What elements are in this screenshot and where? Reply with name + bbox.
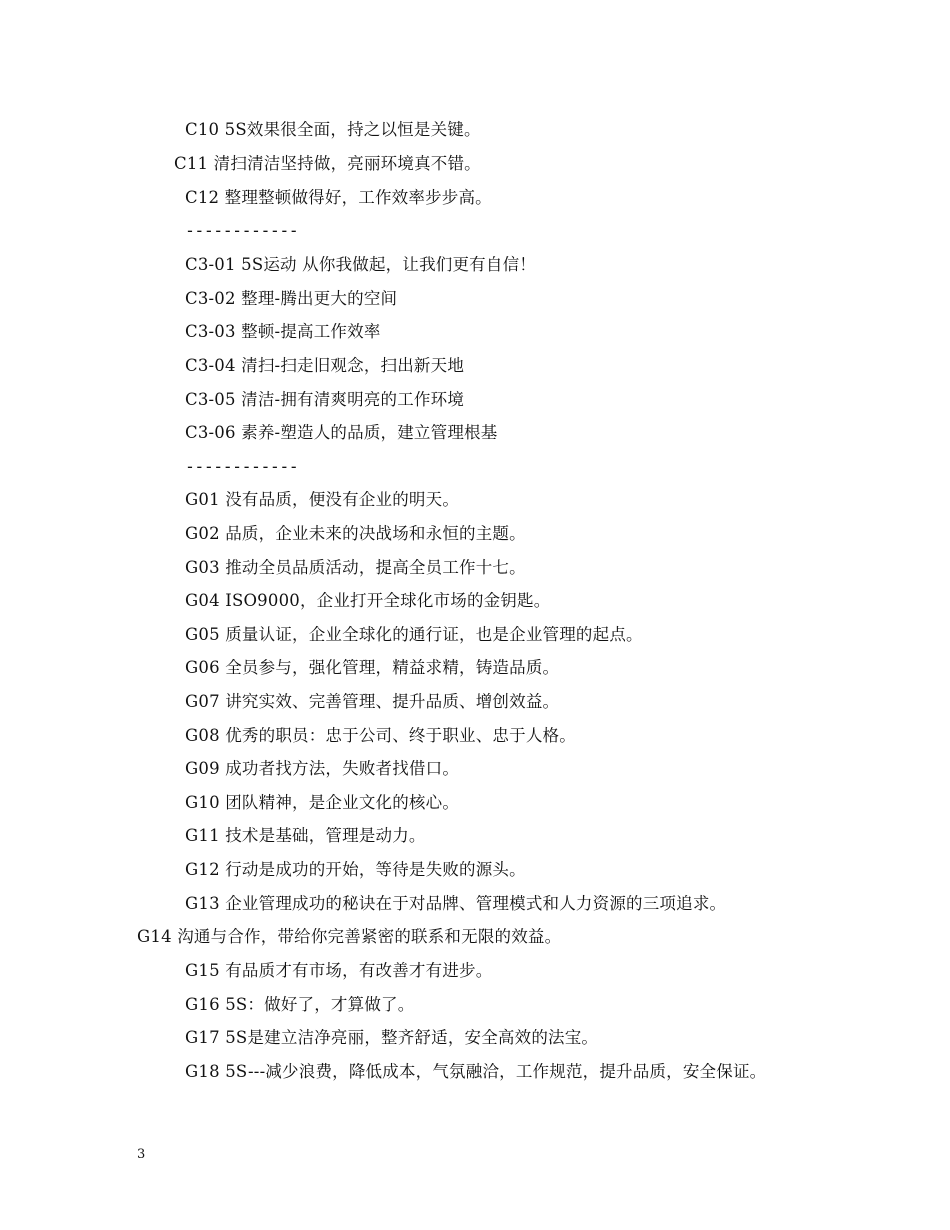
text-line-g13: G13 企业管理成功的秘诀在于对品牌、管理模式和人力资源的三项追求。 bbox=[185, 894, 727, 913]
text-line-c10: C10 5S效果很全面，持之以恒是关键。 bbox=[185, 120, 481, 139]
text-line-g14: G14 沟通与合作，带给你完善紧密的联系和无限的效益。 bbox=[137, 927, 562, 946]
separator-line: ------------ bbox=[185, 457, 299, 476]
text-line-g11: G11 技术是基础，管理是动力。 bbox=[185, 826, 426, 845]
text-line-g16: G16 5S：做好了，才算做了。 bbox=[185, 995, 415, 1014]
text-line-g18: G18 5S---减少浪费，降低成本，气氛融洽，工作规范，提升品质，安全保证。 bbox=[185, 1062, 767, 1081]
text-line-g02: G02 品质，企业未来的决战场和永恒的主题。 bbox=[185, 524, 526, 543]
text-line-c12: C12 整理整顿做得好，工作效率步步高。 bbox=[185, 188, 492, 207]
text-line-g09: G09 成功者找方法，失败者找借口。 bbox=[185, 759, 460, 778]
text-line-c3-06: C3-06 素养-塑造人的品质，建立管理根基 bbox=[185, 423, 498, 442]
text-line-c11: C11 清扫清洁坚持做，亮丽环境真不错。 bbox=[174, 154, 481, 173]
text-line-g15: G15 有品质才有市场，有改善才有进步。 bbox=[185, 961, 493, 980]
text-line-c3-03: C3-03 整顿-提高工作效率 bbox=[185, 322, 381, 341]
text-line-g07: G07 讲究实效、完善管理、提升品质、增创效益。 bbox=[185, 692, 560, 711]
text-line-g05: G05 质量认证，企业全球化的通行证，也是企业管理的起点。 bbox=[185, 625, 643, 644]
text-line-g08: G08 优秀的职员：忠于公司、终于职业、忠于人格。 bbox=[185, 726, 576, 745]
text-line-g04: G04 ISO9000，企业打开全球化市场的金钥匙。 bbox=[185, 591, 551, 610]
text-line-c3-01: C3-01 5S运动 从你我做起，让我们更有自信！ bbox=[185, 255, 536, 274]
text-line-g06: G06 全员参与，强化管理，精益求精，铸造品质。 bbox=[185, 658, 560, 677]
text-line-g17: G17 5S是建立洁净亮丽，整齐舒适，安全高效的法宝。 bbox=[185, 1028, 599, 1047]
text-line-g10: G10 团队精神，是企业文化的核心。 bbox=[185, 793, 460, 812]
page-number: 3 bbox=[137, 1147, 146, 1162]
text-line-g03: G03 推动全员品质活动，提高全员工作十七。 bbox=[185, 558, 526, 577]
text-line-c3-05: C3-05 清洁-拥有清爽明亮的工作环境 bbox=[185, 390, 465, 409]
text-line-g12: G12 行动是成功的开始，等待是失败的源头。 bbox=[185, 860, 526, 879]
text-line-c3-02: C3-02 整理-腾出更大的空间 bbox=[185, 289, 398, 308]
separator-line: ------------ bbox=[185, 221, 299, 240]
text-line-c3-04: C3-04 清扫-扫走旧观念，扫出新天地 bbox=[185, 356, 465, 375]
text-line-g01: G01 没有品质，便没有企业的明天。 bbox=[185, 490, 460, 509]
